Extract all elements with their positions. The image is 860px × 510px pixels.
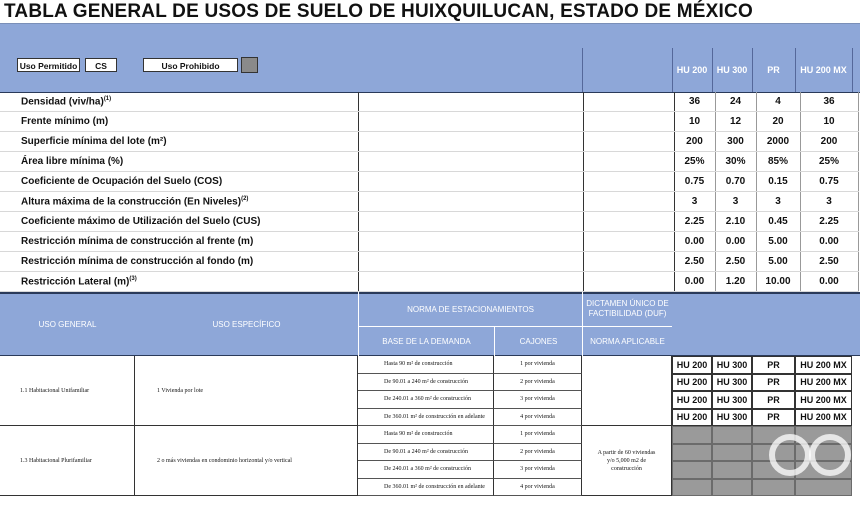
parameter-label: Densidad (viv/ha) (21, 96, 104, 108)
parameter-value: 12 (715, 112, 756, 132)
blank-cell (358, 252, 583, 272)
blank-cell (583, 192, 674, 212)
parameter-value: 3 (674, 192, 715, 212)
parameter-value: 30% (715, 152, 756, 172)
zone-permitted: HU 200 MX (795, 374, 852, 392)
parameter-row (0, 152, 858, 172)
parameter-value: 1.20 (715, 272, 756, 292)
parameter-value: 0.45 (756, 212, 800, 232)
blank-cell (583, 172, 674, 192)
cajones: 3 por vivienda (494, 391, 582, 409)
parameter-value: 0.15 (756, 172, 800, 192)
parameter-label: Superficie mínima del lote (m²) (21, 136, 167, 147)
base-demanda: Hasta 90 m² de construcción (358, 426, 494, 444)
parameter-value: 2.25 (674, 212, 715, 232)
header-uso-especifico: USO ESPECÍFICO (212, 319, 281, 329)
blank-cell (583, 152, 674, 172)
parameter-value: 0.00 (715, 232, 756, 252)
watermark-icon (760, 420, 860, 500)
cajones: 2 por vivienda (494, 374, 582, 392)
footnote-marker: (3) (129, 275, 137, 282)
parameter-value: 4 (756, 92, 800, 112)
zone-permitted: HU 200 MX (795, 409, 852, 427)
blank-cell (358, 152, 583, 172)
zone-prohibited (712, 479, 752, 497)
parameter-label: Coeficiente máximo de Utilización del Suelo (CUS) (21, 216, 261, 227)
blank-cell (583, 112, 674, 132)
base-demanda: De 90.01 a 240 m² de construcción (358, 444, 494, 462)
parameter-value: 5.00 (756, 252, 800, 272)
zone-header: HU 300 (716, 65, 748, 75)
legend-permitido-code: CS (85, 58, 117, 72)
cajones: 2 por vivienda (494, 444, 582, 462)
zone-permitted: HU 200 (672, 374, 712, 392)
parameter-value: 36 (674, 92, 715, 112)
zone-permitted: HU 200 MX (795, 356, 852, 374)
blank-cell (358, 132, 583, 152)
parameter-value: 200 (800, 132, 858, 152)
parameter-label: Frente mínimo (m) (21, 116, 109, 127)
blank-cell (358, 172, 583, 192)
parameter-value: 0.00 (800, 232, 858, 252)
blank-cell (583, 92, 674, 112)
parameter-value: 2.50 (674, 252, 715, 272)
header-cajones: CAJONES (494, 327, 582, 356)
base-demanda: De 90.01 a 240 m² de construcción (358, 374, 494, 392)
parameter-value: 300 (715, 132, 756, 152)
parameter-value: 5.00 (756, 232, 800, 252)
zone-header: PR (767, 65, 780, 75)
parameter-label: Altura máxima de la construcción (En Niveles) (21, 196, 242, 208)
legend-permitido-label: Uso Permitido (17, 58, 80, 72)
parameter-name (0, 192, 358, 212)
blank-cell (358, 92, 583, 112)
parameter-value: 10.00 (756, 272, 800, 292)
legend-prohibido-label: Uso Prohibido (143, 58, 238, 72)
divider (582, 48, 583, 92)
parameter-row (0, 252, 858, 272)
zone-permitted: HU 300 (712, 409, 752, 427)
zone-permitted: PR (752, 409, 795, 427)
parameter-row (0, 92, 858, 112)
blank-cell (583, 212, 674, 232)
parameter-value: 0.75 (800, 172, 858, 192)
zone-prohibited (672, 461, 712, 479)
parameter-value: 0.75 (674, 172, 715, 192)
parameter-value: 3 (800, 192, 858, 212)
parameter-value: 0.70 (715, 172, 756, 192)
legend-prohibido-swatch (241, 57, 258, 73)
parameter-label: Área libre mínima (%) (21, 156, 124, 167)
blank-cell (358, 112, 583, 132)
parameter-name (0, 172, 358, 192)
cajones: 3 por vivienda (494, 461, 582, 479)
parameter-row (0, 212, 858, 232)
parameter-value: 2.50 (715, 252, 756, 272)
blank-cell (583, 252, 674, 272)
parameters-table (0, 92, 859, 292)
parameter-row (0, 172, 858, 192)
zone-prohibited (672, 426, 712, 444)
zone-permitted: PR (752, 356, 795, 374)
uso-especifico: 2 o más viviendas en condominio horizontal y/o vertical (135, 426, 358, 496)
parameter-row (0, 132, 858, 152)
parameter-name (0, 112, 358, 132)
parameter-value: 20 (756, 112, 800, 132)
parameter-row (0, 232, 858, 252)
zone-prohibited (712, 461, 752, 479)
parameter-name (0, 152, 358, 172)
parameter-row (0, 192, 858, 212)
page-title: TABLA GENERAL DE USOS DE SUELO DE HUIXQUILUCAN, ESTADO DE MÉXICO (0, 0, 860, 24)
parameter-value: 2000 (756, 132, 800, 152)
footnote-marker: (2) (241, 195, 249, 202)
blank-cell (583, 232, 674, 252)
parameter-value: 25% (800, 152, 858, 172)
parameter-value: 25% (674, 152, 715, 172)
zone-permitted: HU 300 (712, 374, 752, 392)
parameter-value: 3 (715, 192, 756, 212)
blank-cell (583, 132, 674, 152)
parameter-name (0, 92, 358, 112)
blank-cell (358, 192, 583, 212)
blank-cell (358, 272, 583, 292)
watermark-logo (760, 420, 860, 500)
norma-aplicable (582, 356, 672, 426)
base-demanda: De 360.01 m² de construcción en adelante (358, 409, 494, 427)
parameter-value: 0.00 (674, 232, 715, 252)
zone-permitted: PR (752, 391, 795, 409)
zone-permitted: HU 200 (672, 409, 712, 427)
zone-header: HU 200 (676, 65, 708, 75)
header-base-demanda: BASE DE LA DEMANDA (358, 327, 494, 356)
parameter-name (0, 232, 358, 252)
parameter-label: Restricción mínima de construcción al frente (m) (21, 236, 254, 247)
blank-cell (358, 212, 583, 232)
cajones: 4 por vivienda (494, 409, 582, 427)
parameter-name (0, 252, 358, 272)
header-norma-aplicable: NORMA APLICABLE (582, 327, 672, 356)
parameter-row (0, 272, 858, 292)
parameter-value: 10 (674, 112, 715, 132)
zone-permitted: HU 200 MX (795, 391, 852, 409)
parameter-value: 200 (674, 132, 715, 152)
zone-prohibited (712, 426, 752, 444)
parameter-value: 85% (756, 152, 800, 172)
parameter-value: 10 (800, 112, 858, 132)
parameter-value: 36 (800, 92, 858, 112)
zone-permitted: HU 300 (712, 391, 752, 409)
header-band (0, 24, 860, 49)
cajones: 4 por vivienda (494, 479, 582, 497)
parameter-value: 2.10 (715, 212, 756, 232)
blank-cell (358, 232, 583, 252)
header-norma-estacionamientos: NORMA DE ESTACIONAMIENTOS (358, 292, 582, 327)
parameter-value: 2.25 (800, 212, 858, 232)
parameter-value: 0.00 (800, 272, 858, 292)
base-demanda: De 240.01 a 360 m² de construcción (358, 391, 494, 409)
parameter-row (0, 112, 858, 132)
norma-aplicable: A partir de 60 viviendas y/o 5,000 m2 de construcción (582, 426, 672, 496)
uso-especifico: 1 Vivienda por lote (135, 356, 358, 426)
zone-header: HU 200 MX (800, 65, 847, 75)
zone-permitted: HU 200 (672, 356, 712, 374)
parameter-label: Restricción mínima de construcción al fondo (m) (21, 256, 254, 267)
zone-prohibited (712, 444, 752, 462)
cajones: 1 por vivienda (494, 426, 582, 444)
zone-permitted: HU 300 (712, 356, 752, 374)
header-uso-general: USO GENERAL (38, 319, 97, 329)
footnote-marker: (1) (103, 95, 112, 102)
parameter-name (0, 212, 358, 232)
parameter-name (0, 132, 358, 152)
uso-general: 1.1 Habitacional Unifamiliar (0, 356, 135, 426)
parameter-label: Coeficiente de Ocupación del Suelo (COS) (21, 176, 223, 187)
uso-general: 1.3 Habitacional Plurifamiliar (0, 426, 135, 496)
parameter-name (0, 272, 358, 292)
parameter-value: 3 (756, 192, 800, 212)
zone-permitted: HU 200 (672, 391, 712, 409)
base-demanda: Hasta 90 m² de construcción (358, 356, 494, 374)
zone-permitted: PR (752, 374, 795, 392)
blank-cell (583, 272, 674, 292)
parameter-label: Restricción Lateral (m) (21, 276, 130, 288)
base-demanda: De 240.01 a 360 m² de construcción (358, 461, 494, 479)
parameter-value: 2.50 (800, 252, 858, 272)
zone-prohibited (672, 444, 712, 462)
parameter-value: 24 (715, 92, 756, 112)
cajones: 1 por vivienda (494, 356, 582, 374)
parameter-value: 0.00 (674, 272, 715, 292)
divider (852, 48, 853, 92)
header-dictamen: DICTAMEN ÚNICO DE FACTIBILIDAD (DUF) (582, 292, 672, 327)
zone-prohibited (672, 479, 712, 497)
base-demanda: De 360.01 m² de construcción en adelante (358, 479, 494, 497)
